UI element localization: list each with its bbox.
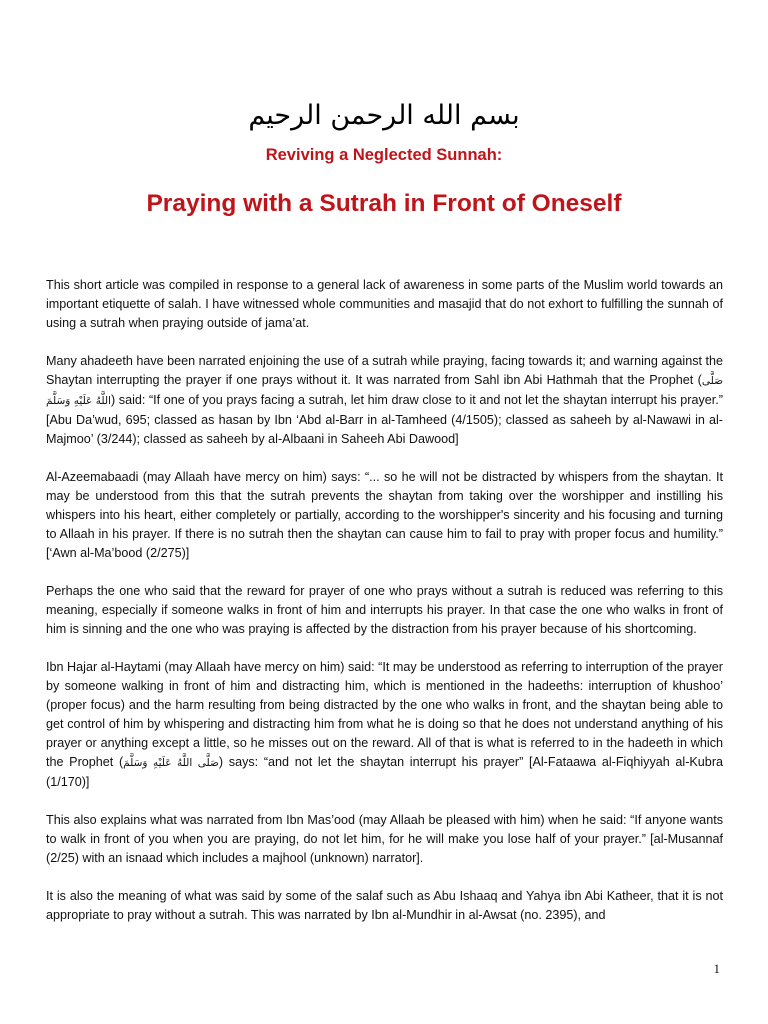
- paragraph-text: Many ahadeeth have been narrated enjoining the use of a sutrah while praying, facing towards it; and warning against the Shaytan interrupting the prayer if one prays without it. It was narrated from Sahl ibn Abi Hathmah that the Prophet (: [46, 354, 724, 387]
- arabic-salutation: صَلَّى اللَّهُ عَلَيْهِ وَسَلَّمَ: [46, 375, 723, 407]
- paragraph-salaf: It is also the meaning of what was said by some of the salaf such as Abu Ishaaq and Yahya ibn Abi Katheer, that it is not appropriate to pray without a sutrah. This was narrated by Ibn al-Mundhir in al-Awsat (no. 2395), and: [46, 889, 723, 922]
- bismillah-calligraphy: بسم الله الرحمن الرحيم: [248, 100, 520, 131]
- paragraph-text: ) says: “and not let the shaytan interrupt his prayer” [Al-Fataawa al-Fiqhiyyah al-Kubra (1/170)]: [46, 755, 724, 789]
- paragraph-reward: Perhaps the one who said that the reward for prayer of one who prays without a sutrah is reduced was referring to this meaning, especially if someone walks in front of him and interrupts his prayer. In that case the one who walks in front of him is sinning and the one who was praying is affected by the distraction from his prayer because of his shortcoming.: [46, 584, 723, 636]
- paragraph-azeemabaadi: Al-Azeemabaadi (may Allaah have mercy on him) says: “... so he will not be distracted by whispers from the shaytan. It may be understood from this that the sutrah prevents the shaytan from taking over the worshipper and instilling his whispers into his heart, either completely or partially, according to the worshipper's sincerity and his focusing and turning to Allaah in his prayer. If there is no sutrah then the shaytan can cause him to fail to pray with proper focus and humility.” [‘Awn al-Ma’bood (2/275)]: [46, 470, 723, 560]
- paragraph-intro: This short article was compiled in response to a general lack of awareness in some parts of the Muslim world towards an important etiquette of salah. I have witnessed whole communities and masajid that do not exhort to fulfilling the sunnah of using a sutrah when praying outside of jama’at.: [46, 278, 723, 330]
- page-number: 1: [713, 961, 720, 976]
- article-body: [46, 276, 723, 944]
- article-subtitle: Reviving a Neglected Sunnah:: [265, 146, 503, 164]
- paragraph-text: Ibn Hajar al-Haytami (may Allaah have mercy on him) said: “It may be understood as referring to interruption of the prayer by someone walking in front of him and distracting him, which is mentioned in the hadeeths: interruption of khushoo’ (proper focus) and the harm resulting from being distracted by the one who walks in front, and the shaytan being able to get control of him by whispering and distracting him from what he is doing so that he does not understand anything of his prayer or anything except a little, so he misses out on the reward. All of that is what is referred to in the hadeeth in which the Prophet (: [46, 660, 723, 769]
- article-title: Praying with a Sutrah in Front of Oneself: [146, 190, 622, 217]
- arabic-salutation: صَلَّى اللَّهُ عَلَيْهِ وَسَلَّمَ: [123, 757, 219, 769]
- paragraph-ahadeeth: [46, 352, 723, 449]
- paragraph-ibn-masood: This also explains what was narrated from Ibn Mas’ood (may Allaah be pleased with him) when he said: “If anyone wants to walk in front of you when you are praying, do not let him, for he will make you lose half of your prayer.” [al-Musannaf (2/25) with an isnaad which includes a majhool (unknown) narrator].: [46, 813, 723, 865]
- paragraph-text: ) said: “If one of you prays facing a sutrah, let him draw close to it and not let the shaytan interrupt his prayer.” [Abu Da’wud, 695; classed as hasan by Ibn ‘Abd al-Barr in al-Tamheed (4/1505); classed as saheeh by al-Nawawi in al-Majmoo’ (3/244); classed as saheeh by al-Albaani in Saheeh Abi Dawood]: [46, 393, 723, 446]
- paragraph-ibn-hajar: [46, 658, 723, 792]
